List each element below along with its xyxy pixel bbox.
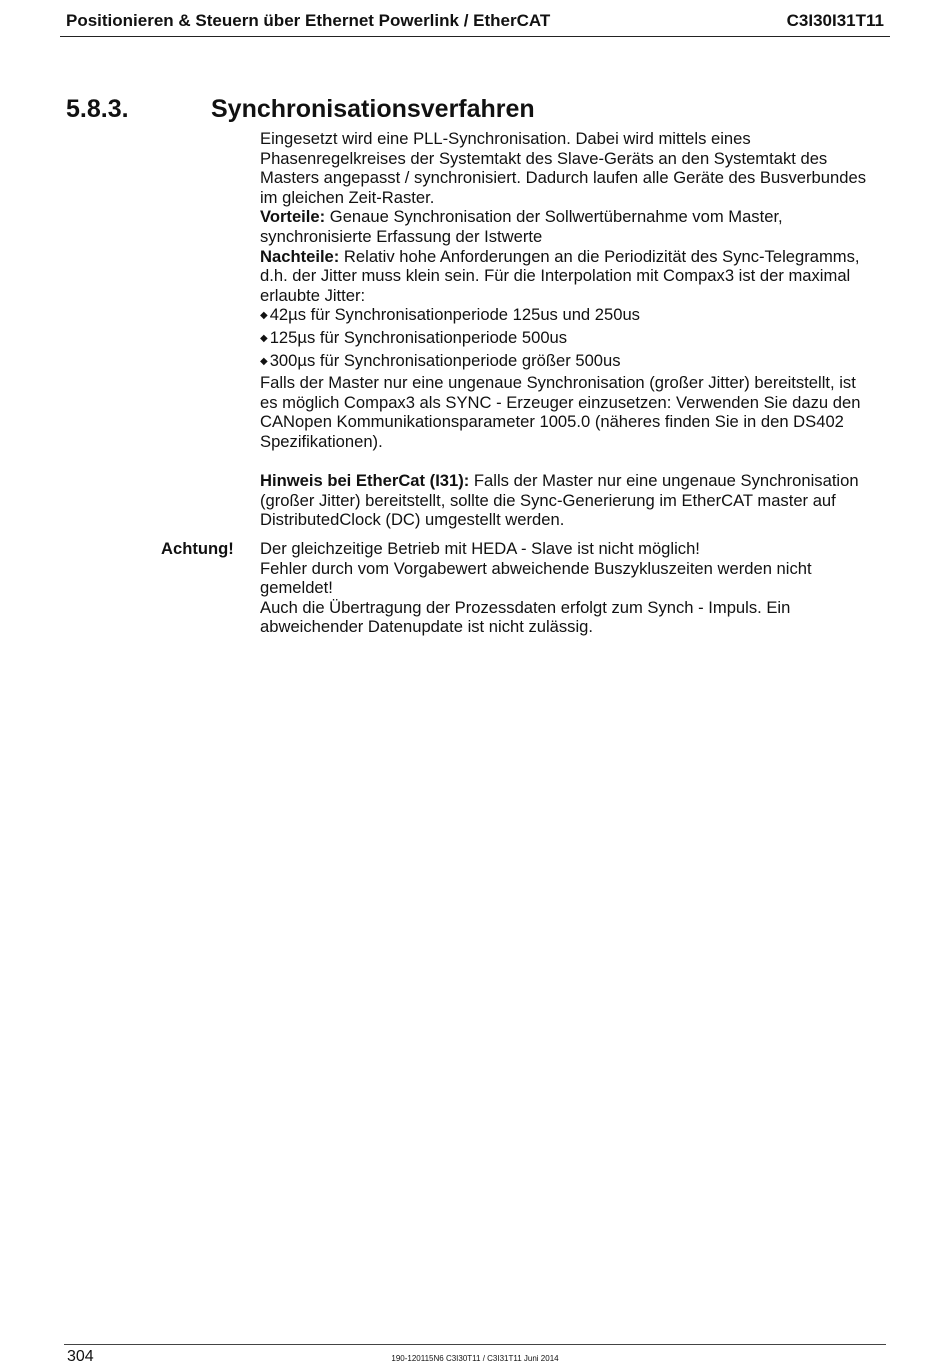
- hinweis-text: (großer Jitter) bereitstellt, sollte die Sync-Generierung im EtherCAT master auf: [260, 490, 836, 510]
- hinweis-label: Hinweis bei EtherCat (I31):: [260, 471, 470, 491]
- falls-line: Spezifikationen).: [260, 431, 383, 451]
- bullet-text: 125µs für Synchronisationperiode 500us: [269, 327, 568, 347]
- page-footer: [64, 1344, 886, 1369]
- achtung-label: Achtung!: [161, 539, 234, 558]
- vorteile-label: Vorteile:: [260, 207, 326, 227]
- header-doc-code: C3I30I31T11: [786, 11, 884, 30]
- intro-line: Masters angepasst / synchronisiert. Dadurch laufen alle Geräte des Busverbundes: [260, 168, 866, 188]
- nachteile-text: Relativ hohe Anforderungen an die Periodizität des Sync-Telegramms,: [339, 246, 860, 266]
- falls-line: CANopen Kommunikationsparameter 1005.0 (näheres finden Sie in den DS402: [260, 412, 844, 432]
- hinweis-text: Falls der Master nur eine ungenaue Synchronisation: [469, 471, 859, 491]
- vorteile-paragraph: [260, 207, 885, 227]
- achtung-line: Fehler durch vom Vorgabewert abweichende Buszykluszeiten werden nicht: [260, 558, 812, 578]
- bullet-item: [260, 328, 885, 351]
- achtung-body: [260, 539, 885, 637]
- intro-line: Eingesetzt wird eine PLL-Synchronisation. Dabei wird mittels eines: [260, 129, 751, 148]
- nachteile-text: d.h. der Jitter muss klein sein. Für die Interpolation mit Compax3 ist der maximal: [260, 266, 851, 286]
- section-body: [260, 129, 885, 530]
- bullet-item: [260, 305, 885, 328]
- bullet-text: 42µs für Synchronisationperiode 125us und 250us: [269, 305, 640, 325]
- hinweis-text: DistributedClock (DC) umgestellt werden.: [260, 510, 565, 530]
- intro-line: Phasenregelkreises der Systemtakt des Slave-Geräts an den Systemtakt des: [260, 148, 828, 168]
- nachteile-label: Nachteile:: [260, 246, 340, 266]
- vorteile-text: synchronisierte Erfassung der Istwerte: [260, 226, 543, 246]
- intro-line: im gleichen Zeit-Raster.: [260, 187, 435, 207]
- bullet-item: [260, 351, 885, 374]
- nachteile-paragraph: [260, 247, 885, 267]
- section-number: 5.8.3.: [66, 95, 129, 123]
- diamond-bullet-icon: ◆: [260, 332, 268, 344]
- diamond-bullet-icon: ◆: [260, 310, 268, 322]
- page-number: 304: [67, 1348, 94, 1365]
- section-title: Synchronisationsverfahren: [211, 95, 535, 123]
- bullet-text: 300µs für Synchronisationperiode größer 500us: [269, 350, 621, 370]
- falls-line: Falls der Master nur eine ungenaue Synchronisation (großer Jitter) bereitstellt, ist: [260, 373, 856, 393]
- header-title: Positionieren & Steuern über Ethernet Powerlink / EtherCAT: [66, 11, 551, 30]
- achtung-line: Auch die Übertragung der Prozessdaten erfolgt zum Synch - Impuls. Ein: [260, 597, 791, 617]
- falls-line: es möglich Compax3 als SYNC - Erzeuger einzusetzen: Verwenden Sie dazu den: [260, 392, 861, 412]
- vorteile-text: Genaue Synchronisation der Sollwertübernahme vom Master,: [325, 207, 783, 227]
- section-heading: [66, 94, 866, 124]
- diamond-bullet-icon: ◆: [260, 355, 268, 367]
- achtung-line: gemeldet!: [260, 578, 333, 598]
- page-header: [60, 10, 890, 37]
- achtung-line: abweichender Datenupdate ist nicht zulässig.: [260, 617, 594, 637]
- footer-reference: 190-120115N6 C3I30T11 / C3I31T11 Juni 2014: [391, 1354, 559, 1363]
- hinweis-paragraph: [260, 471, 885, 491]
- achtung-line: Der gleichzeitige Betrieb mit HEDA - Slave ist nicht möglich!: [260, 539, 700, 558]
- nachteile-text: erlaubte Jitter:: [260, 285, 366, 305]
- paragraph-gap: [260, 452, 885, 472]
